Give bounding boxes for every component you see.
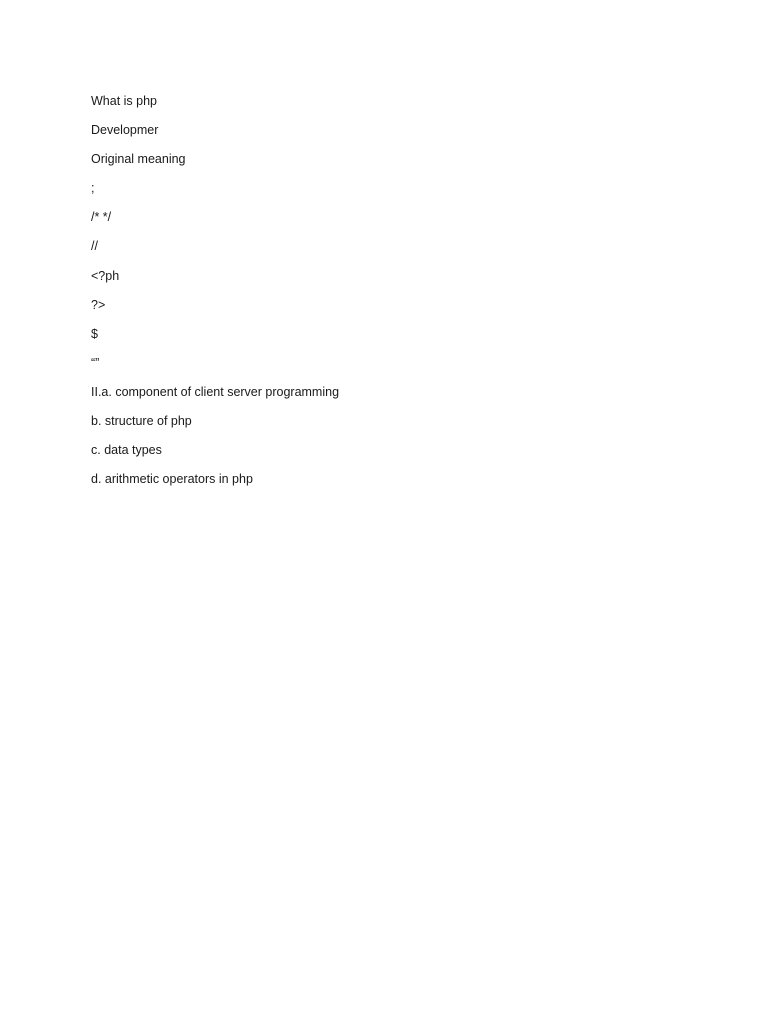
item-arithmetic-operators: d. arithmetic operators in php xyxy=(91,472,253,487)
symbol-close-tag: ?> xyxy=(91,297,106,312)
symbol-block-comment: /* */ xyxy=(91,210,112,225)
item-data-types: c. data types xyxy=(91,443,162,458)
symbol-line-comment: // xyxy=(91,239,98,254)
document-body xyxy=(91,92,691,499)
question-developer: Developmer xyxy=(91,123,159,138)
symbol-dollar: $ xyxy=(91,326,98,341)
item-client-server-component: II.a. component of client server programming xyxy=(91,384,340,399)
question-what-is-php: What is php xyxy=(91,94,158,108)
item-structure-of-php: b. structure of php xyxy=(91,414,192,429)
question-original-meaning: Original meaning xyxy=(91,152,186,167)
symbol-open-tag: <?ph xyxy=(91,268,120,283)
symbol-quotes: “” xyxy=(91,355,100,370)
symbol-semicolon: ; xyxy=(91,181,95,196)
